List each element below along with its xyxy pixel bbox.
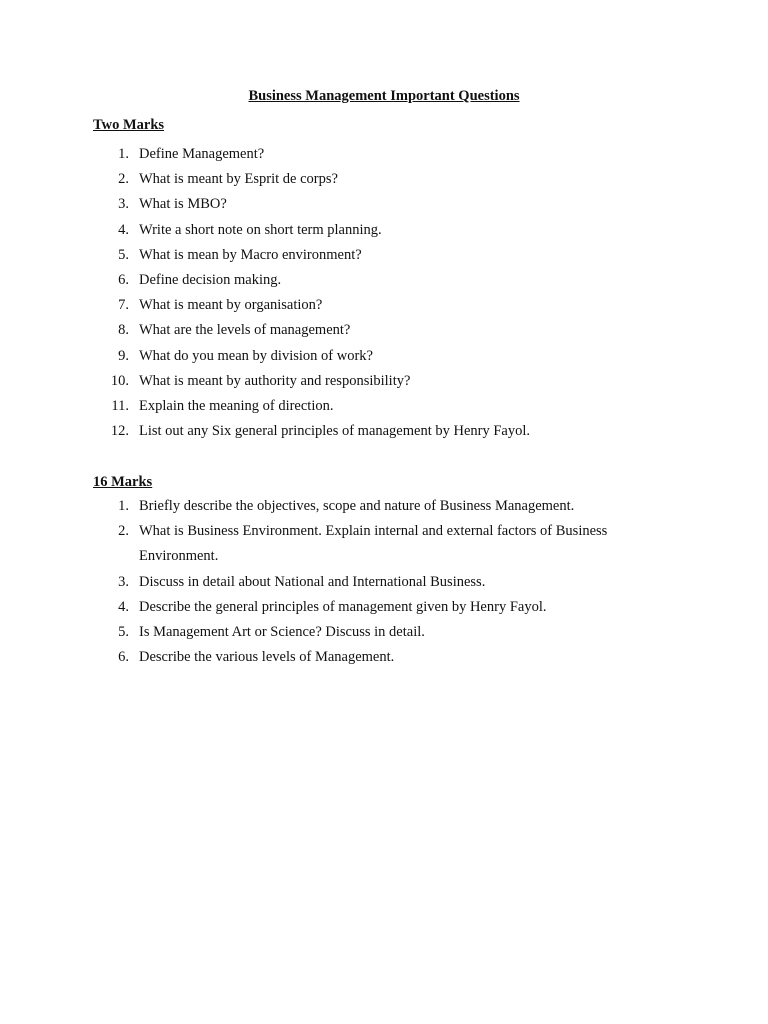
question-text: What are the levels of management? (139, 322, 351, 339)
question-text: Define decision making. (139, 272, 282, 289)
question-number: 9. (118, 347, 129, 364)
question-number: 5. (118, 624, 129, 641)
question-item (93, 620, 693, 645)
question-item (93, 645, 693, 670)
question-text: Define Management? (139, 146, 265, 162)
question-item (93, 318, 693, 343)
page-title: Business Management Important Questions (248, 88, 520, 104)
question-number: 11. (111, 398, 129, 415)
question-number: 2. (118, 171, 129, 188)
question-text: Describe the various levels of Management. (139, 649, 395, 666)
question-number: 5. (118, 246, 129, 263)
question-number: 1. (118, 498, 129, 514)
question-number: 4. (118, 221, 129, 238)
question-item (93, 570, 693, 595)
question-text: What is meant by Esprit de corps? (139, 171, 338, 188)
question-number: 7. (118, 297, 129, 314)
section-heading-two-marks: Two Marks (93, 117, 165, 133)
question-number: 6. (118, 649, 129, 666)
question-text: What do you mean by division of work? (139, 347, 373, 364)
question-item (93, 268, 693, 293)
question-item (93, 167, 693, 192)
question-item (93, 419, 693, 444)
question-text: What is Business Environment. Explain internal and external factors of Business Environment. (139, 523, 608, 565)
question-item (93, 344, 693, 369)
question-number: 4. (118, 598, 129, 615)
question-number: 1. (118, 146, 129, 162)
question-number: 3. (118, 573, 129, 590)
question-text: Briefly describe the objectives, scope and nature of Business Management. (139, 498, 575, 514)
question-item (93, 595, 693, 620)
question-number: 2. (118, 523, 129, 540)
question-text: Write a short note on short term planning. (139, 221, 382, 238)
section-heading-16-marks: 16 Marks (93, 474, 153, 490)
question-number: 6. (118, 272, 129, 289)
question-item (93, 293, 693, 318)
question-text: What is meant by organisation? (139, 297, 323, 314)
question-text: Discuss in detail about National and International Business. (139, 573, 486, 590)
question-item (93, 192, 693, 217)
question-item (93, 369, 693, 394)
question-number: 12. (110, 423, 129, 440)
question-number: 8. (118, 322, 129, 339)
question-item (93, 394, 693, 419)
question-number: 10. (110, 372, 129, 389)
question-list-two-marks (93, 142, 693, 444)
question-text: List out any Six general principles of management by Henry Fayol. (139, 423, 531, 440)
question-text: Describe the general principles of management given by Henry Fayol. (139, 598, 547, 615)
question-item (93, 519, 693, 569)
question-list-16-marks (93, 494, 693, 670)
question-item (93, 243, 693, 268)
question-item (93, 218, 693, 243)
question-item (93, 494, 693, 519)
question-item (93, 142, 693, 167)
question-text: What is mean by Macro environment? (139, 246, 362, 263)
question-text: What is meant by authority and responsibility? (139, 372, 411, 389)
question-text: Explain the meaning of direction. (139, 398, 334, 415)
question-text: Is Management Art or Science? Discuss in detail. (139, 624, 425, 641)
question-number: 3. (118, 196, 129, 213)
question-text: What is MBO? (139, 196, 227, 213)
